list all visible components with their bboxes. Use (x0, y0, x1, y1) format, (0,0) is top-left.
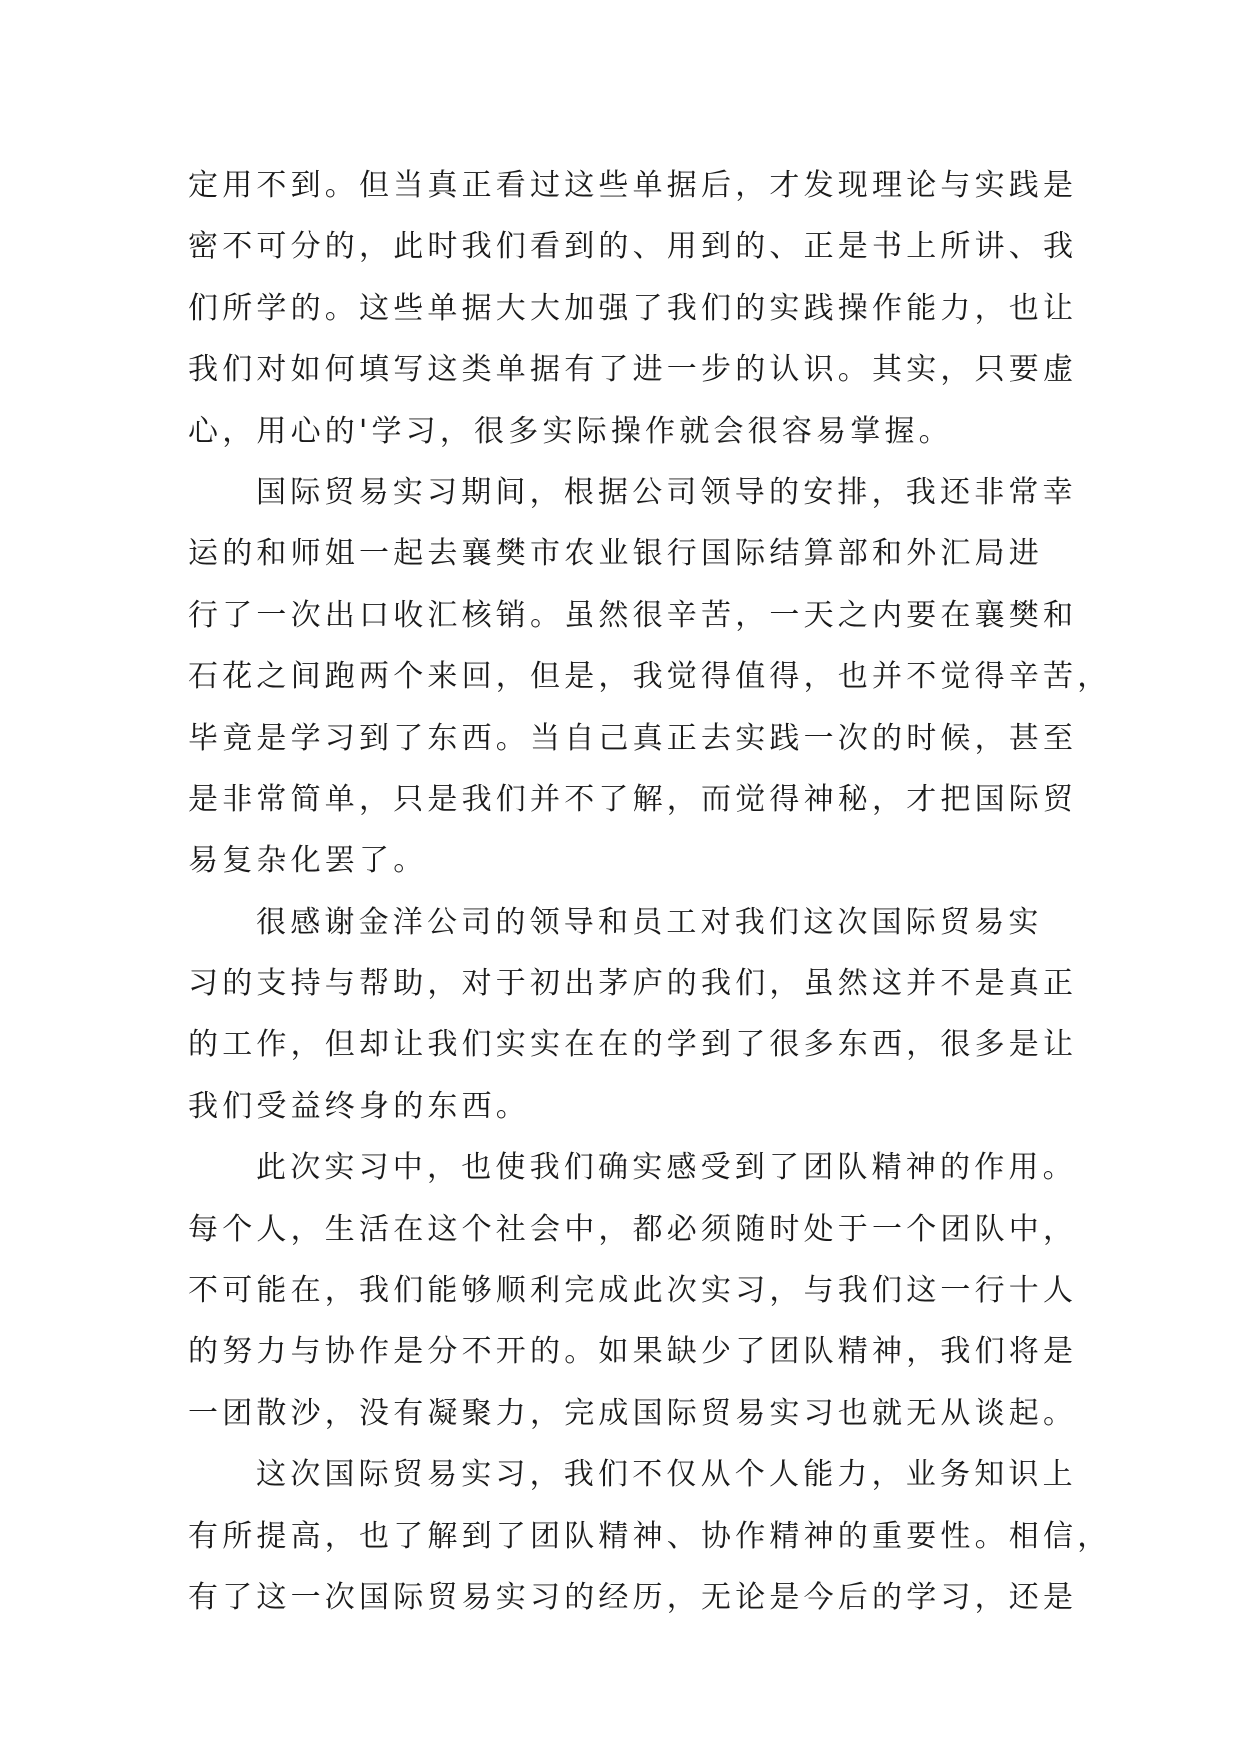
text-line: 易复杂化罢了。 (188, 843, 428, 879)
paragraph-first-line: 此次实习中，也使我们确实感受到了团队精神的作用。 (256, 1150, 1077, 1186)
text-line: 有了这一次国际贸易实习的经历，无论是今后的学习，还是 (188, 1579, 1078, 1615)
text-line: 毕竟是学习到了东西。当自己真正去实践一次的时候，甚至 (188, 720, 1078, 756)
paragraph-first-line: 国际贸易实习期间，根据公司领导的安排，我还非常幸 (256, 474, 1077, 510)
paragraph-first-line: 这次国际贸易实习，我们不仅从个人能力，业务知识上 (256, 1457, 1077, 1493)
text-line: 的工作，但却让我们实实在在的学到了很多东西，很多是让 (188, 1027, 1078, 1063)
text-line: 是非常简单，只是我们并不了解，而觉得神秘，才把国际贸 (188, 781, 1078, 817)
text-line: 习的支持与帮助，对于初出茅庐的我们，虽然这并不是真正 (188, 966, 1078, 1002)
text-line: 每个人，生活在这个社会中，都必须随时处于一个团队中， (188, 1211, 1078, 1247)
text-line: 的努力与协作是分不开的。如果缺少了团队精神，我们将是 (188, 1334, 1078, 1370)
text-line: 密不可分的，此时我们看到的、用到的、正是书上所讲、我 (188, 229, 1078, 265)
text-line: 我们对如何填写这类单据有了进一步的认识。其实，只要虚 (188, 352, 1078, 388)
text-line: 行了一次出口收汇核销。虽然很辛苦，一天之内要在襄樊和 (188, 597, 1078, 633)
text-line: 石花之间跑两个来回，但是，我觉得值得，也并不觉得辛苦， (188, 659, 1112, 695)
paragraph-first-line: 很感谢金洋公司的领导和员工对我们这次国际贸易实 (256, 904, 1043, 940)
text-line: 们所学的。这些单据大大加强了我们的实践操作能力，也让 (188, 290, 1078, 326)
text-line: 不可能在，我们能够顺利完成此次实习，与我们这一行十人 (188, 1273, 1078, 1309)
text-line: 心，用心的'学习，很多实际操作就会很容易掌握。 (188, 413, 953, 449)
text-line: 有所提高，也了解到了团队精神、协作精神的重要性。相信， (188, 1518, 1112, 1554)
text-line: 定用不到。但当真正看过这些单据后，才发现理论与实践是 (188, 168, 1078, 203)
text-line: 一团散沙，没有凝聚力，完成国际贸易实习也就无从谈起。 (188, 1395, 1078, 1431)
body-text (188, 155, 1112, 1628)
text-line: 我们受益终身的东西。 (188, 1088, 530, 1124)
text-line: 运的和师姐一起去襄樊市农业银行国际结算部和外汇局进 (188, 536, 1043, 572)
